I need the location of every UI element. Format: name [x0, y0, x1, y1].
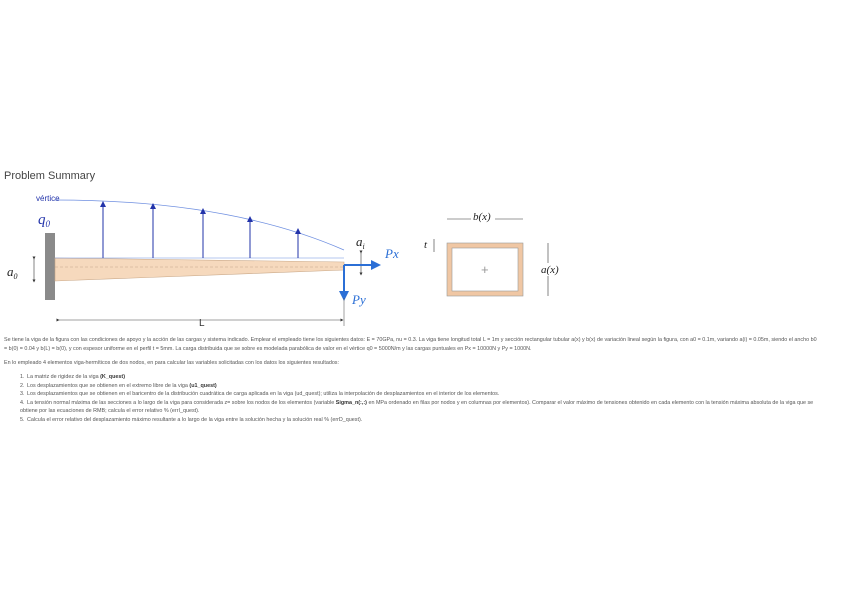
- problem-description: [4, 336, 819, 354]
- tapered-beam: [55, 258, 344, 281]
- problem-summary-title: Problem Summary: [4, 170, 96, 182]
- beam-diagram: [0, 186, 848, 331]
- ai-label: $a_i$: [356, 234, 365, 251]
- list-item: 5. Calcula el error relativo del desplazamiento máximo resultante a lo largo de la viga entre la solución hecha y la solución real % (errD_quest).: [20, 416, 363, 423]
- list-item: 3. Los desplazamientos que se obtienen en el baricentro de la distribución cuadrática de carga aplicada en la viga (ud_quest); utiliza la interpolación de desplazamientos en el interior de los elementos.: [20, 391, 500, 398]
- t-label: t: [424, 239, 428, 251]
- length-label: L: [199, 318, 205, 329]
- px-label: Px: [385, 246, 399, 261]
- distributed-load-curve: [55, 200, 344, 250]
- task-list: [20, 373, 820, 425]
- section-center-mark: +: [481, 262, 489, 277]
- list-item: 4. La tensión normal máxima de las secciones a lo largo de la viga para considerada z= sobre los nodos de los elementos (variable Sigma_n(:,:) en MPa ordenado en filas por nodos y en columnas por elementos). Comparar el valor máximo de tensiones obtenido en cada elemento con la tensión máxima absoluta de la viga que se obtiene por las ecuaciones de RMB; calcula el error relativo % (errI_quest).: [20, 399, 814, 415]
- description-intro: En lo empleado 4 elementos viga-hermíticos de dos nodos, en para calcular las variables solicitadas con los datos los siguientes resultados:: [4, 360, 340, 366]
- description-paragraph: Se tiene la viga de la figura con las condiciones de apoyo y la acción de las cargas y sistema indicado. Emplear el empleado tiene los siguientes datos: E = 70GPa, nu = 0.3. La viga tiene longitud total L = 1m y sección rectangular tubular a(x) y b(x) de variación lineal según la figura, con a0 = 0.1m, variando a(i) = 0.05m, siendo el ancho b0 = b(0) = 0.04 y b(L) = b(0), y con espesor uniforme en el perfil t = 5mm. La carga distribuida que se sobre es modelada parabólica de valor en el vértice q0 = 5000N/m y las cargas puntuales en Px = 10000N y Py = 1000N.: [4, 337, 817, 352]
- a0-label: $a_0$: [7, 264, 18, 281]
- b-label: b(x): [473, 211, 491, 223]
- q0-label: $q_0$: [38, 212, 50, 229]
- list-item: 1. La matriz de rigidez de la viga (K_quest): [20, 374, 125, 380]
- list-item: 2. Los desplazamientos que se obtienen en el extremo libre de la viga (u1_quest): [20, 382, 217, 389]
- py-label: Py: [352, 292, 366, 307]
- a-label: a(x): [541, 264, 559, 276]
- vertex-label: vértice: [36, 194, 60, 203]
- fixed-support-wall: [45, 233, 55, 300]
- cross-section: [424, 211, 566, 296]
